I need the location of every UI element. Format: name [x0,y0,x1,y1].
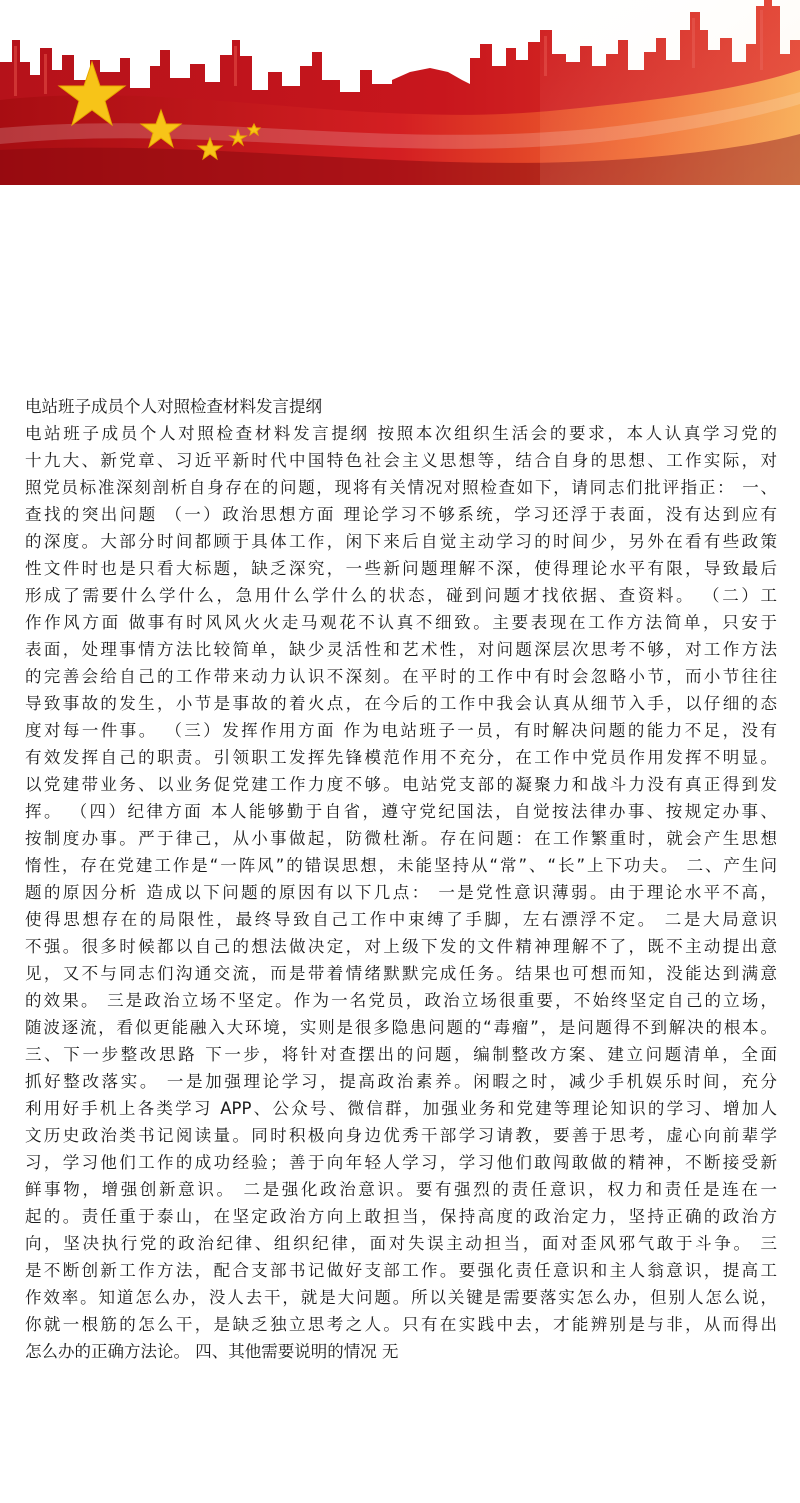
light-glow [540,0,800,185]
document-line: 的完善会给自己的工作带来动力认识不深刻。在平时的工作中有时会忽略小节，而小节往往 [25,667,777,686]
document-line: 是不断创新工作方法，配合支部书记做好支部工作。要强化责任意识和主人翁意识，提高工 [25,1261,777,1280]
document-line: 利用好手机上各类学习 APP、公众号、微信群，加强业务和党建等理论知识的学习、增加人 [25,1099,777,1118]
document-line: 抓好整改落实。 一是加强理论学习，提高政治素养。闲暇之时，减少手机娱乐时间，充分 [25,1072,777,1091]
document-line: 随波逐流，看似更能融入大环境，实则是很多隐患问题的“毒瘤”，是问题得不到解决的根本。 [25,1018,777,1037]
document-line: 有效发挥自己的职责。引领职工发挥先锋模范作用不充分，在工作中党员作用发挥不明显。 [25,748,777,767]
document-line: 作作风方面 做事有时风风火火走马观花不认真不细致。主要表现在工作方法简单，只安于 [25,613,777,632]
document-line: 的效果。 三是政治立场不坚定。作为一名党员，政治立场很重要，不始终坚定自己的立场， [25,991,777,1010]
document-line: 形成了需要什么学什么，急用什么学什么的状态，碰到问题才找依据、查资料。 （二）工 [25,586,777,605]
document-line: 挥。 （四）纪律方面 本人能够勤于自省，遵守党纪国法，自觉按法律办事、按规定办事、 [25,802,777,821]
document-line: 照党员标准深刻剖析自身存在的问题，现将有关情况对照检查如下，请同志们批评指正： 一、 [25,478,777,497]
document-line: 文历史政治类书记阅读量。同时积极向身边优秀干部学习请教，要善于思考，虚心向前辈学 [25,1126,777,1145]
document-line: 鲜事物，增强创新意识。 二是强化政治意识。要有强烈的责任意识，权力和责任是连在一 [25,1180,777,1199]
document-line: 怎么办的正确方法论。 四、其他需要说明的情况 无 [25,1342,399,1361]
document-line: 作效率。知道怎么办，没人去干，就是大问题。所以关键是需要落实怎么办，但别人怎么说， [25,1288,777,1307]
document-line: 电站班子成员个人对照检查材料发言提纲 按照本次组织生活会的要求，本人认真学习党的 [25,424,777,443]
header-banner [0,0,800,185]
document-line: 三、下一步整改思路 下一步，将针对查摆出的问题，编制整改方案、建立问题清单，全面 [25,1045,777,1064]
document-line: 以党建带业务、以业务促党建工作力度不够。电站党支部的凝聚力和战斗力没有真正得到发 [25,775,777,794]
document-line: 性文件时也是只看大标题，缺乏深究，一些新问题理解不深，使得理论水平有限，导致最后 [25,559,777,578]
document-line: 使得思想存在的局限性，最终导致自己工作中束缚了手脚，左右漂浮不定。 二是大局意识 [25,910,777,929]
document-body [25,420,777,1365]
document-line: 十九大、新党章、习近平新时代中国特色社会主义思想等，结合自身的思想、工作实际，对 [25,451,777,470]
document-title: 电站班子成员个人对照检查材料发言提纲 [25,397,322,416]
document-line: 表面，处理事情方法比较简单，缺少灵活性和艺术性，对问题深层次思考不够，对工作方法 [25,640,777,659]
document-line: 不强。很多时候都以自己的想法做决定，对上级下发的文件精神理解不了，既不主动提出意 [25,937,777,956]
document-line: 见，又不与同志们沟通交流，而是带着情绪默默完成任务。结果也可想而知，没能达到满意 [25,964,777,983]
document-line: 向，坚决执行党的政治纪律、组织纪律，面对失误主动担当，面对歪风邪气敢于斗争。 三 [25,1234,777,1253]
document-line: 度对每一件事。 （三）发挥作用方面 作为电站班子一员，有时解决问题的能力不足，没有 [25,721,777,740]
document-line: 起的。责任重于泰山，在坚定政治方向上敢担当，保持高度的政治定力，坚持正确的政治方 [25,1207,777,1226]
document-line: 的深度。大部分时间都顾于具体工作，闲下来后自觉主动学习的时间少，另外在看有些政策 [25,532,777,551]
city-skyline-banner [0,0,800,185]
document-line: 你就一根筋的怎么干，是缺乏独立思考之人。只有在实践中去，才能辨别是与非，从而得出 [25,1315,777,1334]
document-line: 习，学习他们工作的成功经验；善于向年轻人学习，学习他们敢闯敢做的精神，不断接受新 [25,1153,777,1172]
document-content [25,393,777,1365]
document-line: 按制度办事。严于律己，从小事做起，防微杜渐。存在问题：在工作繁重时，就会产生思想 [25,829,777,848]
document-line: 题的原因分析 造成以下问题的原因有以下几点： 一是党性意识薄弱。由于理论水平不高， [25,883,777,902]
document-line: 查找的突出问题 （一）政治思想方面 理论学习不够系统，学习还浮于表面，没有达到应有 [25,505,777,524]
document-line: 惰性，存在党建工作是“一阵风”的错误思想，未能坚持从“常”、“长”上下功夫。 二、产生问 [25,856,777,875]
document-line: 导致事故的发生，小节是事故的着火点，在今后的工作中我会认真从细节入手，以仔细的态 [25,694,777,713]
